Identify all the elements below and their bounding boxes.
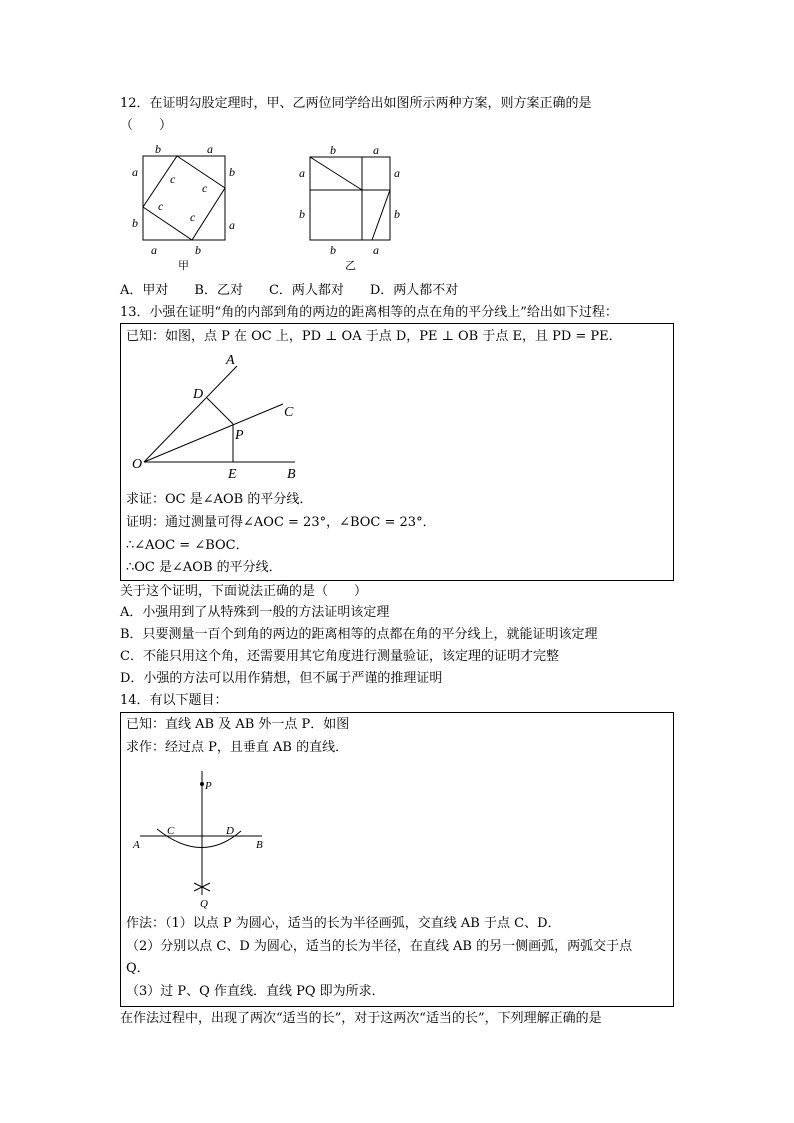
q13-step-2: ∴OC 是∠AOB 的平分线．	[126, 560, 282, 575]
q12-answer-paren: （ ）	[120, 118, 173, 133]
q13-option-c: C．不能只用这个角，还需要用其它角度进行测量验证，该定理的证明才完整	[120, 649, 559, 664]
jia-top-a: a	[207, 142, 213, 156]
jia-left-b: b	[132, 216, 138, 230]
q12-stem: 12．在证明勾股定理时，甲、乙两位同学给出如图所示两种方案，则方案正确的是	[120, 96, 592, 111]
jia-c-1: c	[170, 172, 176, 186]
q14-step-2b: Q．	[126, 961, 150, 976]
label-C: C	[167, 825, 175, 837]
label-E: E	[228, 467, 237, 482]
label-A: A	[133, 839, 140, 851]
q12-options: A．甲对 B．乙对 C．两人都对 D．两人都不对	[120, 283, 459, 298]
label-P: P	[205, 780, 212, 792]
q14-step-3: （3）过 P、Q 作直线．直线 PQ 即为所求．	[126, 984, 385, 999]
yi-top-b: b	[330, 143, 336, 157]
jia-c-2: c	[202, 181, 208, 195]
jia-bottom-a: a	[151, 243, 157, 257]
yi-right-b: b	[394, 207, 400, 221]
q13-given: 已知：如图，点 P 在 OC 上，PD ⊥ OA 于点 D，PE ⊥ OB 于点 E，且 PD = PE．	[126, 329, 622, 344]
label-Q: Q	[200, 898, 208, 910]
yi-bottom-b: b	[330, 243, 336, 257]
label-P: P	[235, 428, 244, 443]
yi-bottom-a: a	[373, 243, 379, 257]
q13-proof-line: 证明：通过测量可得∠AOC = 23°，∠BOC = 23°．	[126, 515, 436, 530]
q13-step-1: ∴∠AOC = ∠BOC．	[126, 538, 249, 553]
label-B: B	[256, 839, 263, 851]
yi-top-a: a	[373, 143, 379, 157]
yi-left-a: a	[299, 166, 305, 180]
q14-construction-figure	[128, 765, 278, 915]
q14-given: 已知：直线 AB 及 AB 外一点 P．如图	[126, 717, 350, 732]
q14-step-2a: （2）分别以点 C、D 为圆心，适当的长为半径，在直线 AB 的另一侧画弧，两弧交于点	[126, 939, 633, 954]
yi-caption: 乙	[345, 260, 356, 272]
jia-c-4: c	[190, 210, 196, 224]
jia-caption: 甲	[178, 260, 189, 272]
q14-step-1: 作法：（1）以点 P 为圆心，适当的长为半径画弧，交直线 AB 于点 C、D．	[126, 916, 561, 931]
jia-bottom-b: b	[195, 243, 201, 257]
q13-stem: 13．小强在证明“角的内部到角的两边的距离相等的点在角的平分线上”给出如下过程：	[120, 305, 618, 320]
yi-right-a: a	[394, 166, 400, 180]
q14-task: 求作：经过点 P，且垂直 AB 的直线．	[126, 740, 349, 755]
jia-left-a: a	[132, 165, 138, 179]
label-O: O	[132, 457, 143, 472]
q13-to-prove: 求证：OC 是∠AOB 的平分线．	[126, 492, 313, 507]
jia-c-3: c	[158, 199, 164, 213]
q13-option-a: A．小强用到了从特殊到一般的方法证明该定理	[120, 605, 390, 620]
q14-stem: 14．有以下题目：	[120, 693, 228, 708]
jia-right-a: a	[229, 218, 235, 232]
jia-top-b: b	[155, 142, 161, 156]
q12-figure-jia	[125, 140, 245, 275]
jia-right-b: b	[229, 165, 235, 179]
q13-option-b: B．只要测量一百个到角的两边的距离相等的点都在角的平分线上，就能证明该定理	[120, 627, 598, 642]
yi-left-b: b	[299, 207, 305, 221]
label-D: D	[226, 825, 234, 837]
label-A: A	[226, 353, 235, 368]
q12-figure-yi	[293, 140, 413, 275]
label-D: D	[193, 387, 204, 402]
label-B: B	[287, 467, 296, 482]
q14-followup: 在作法过程中，出现了两次“适当的长”，对于这两次“适当的长”，下列理解正确的是	[120, 1011, 602, 1026]
q13-question: 关于这个证明，下面说法正确的是（ ）	[120, 584, 368, 599]
q13-angle-figure	[128, 350, 318, 485]
q13-option-d: D．小强的方法可以用作猜想，但不属于严谨的推理证明	[120, 671, 443, 686]
label-C: C	[284, 405, 294, 420]
